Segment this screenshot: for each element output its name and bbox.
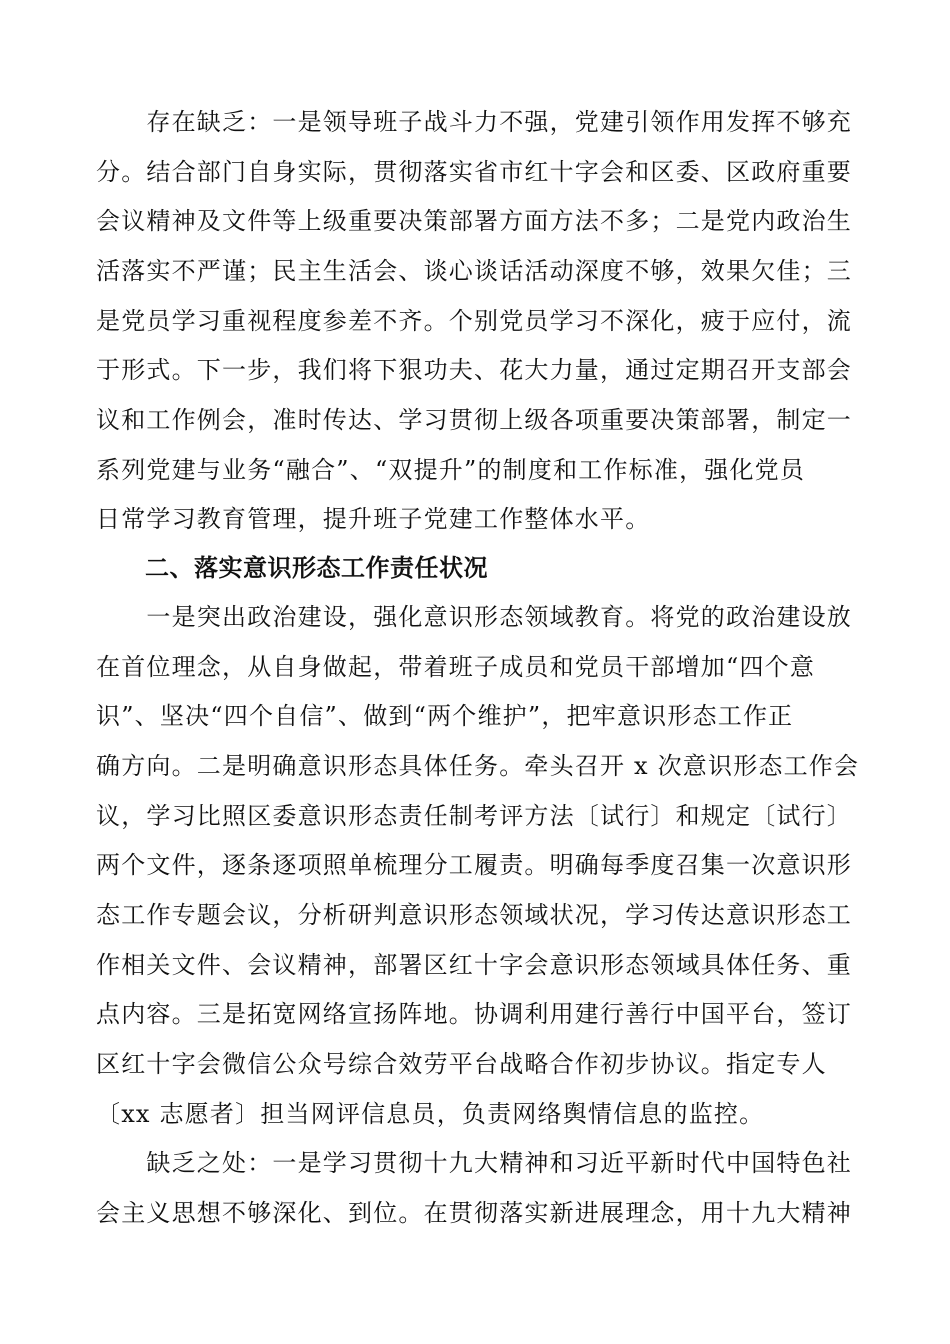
paragraph1-line-1: 存在缺乏：一是领导班子战斗力不强，党建引领作用发挥不够充 (96, 108, 852, 136)
paragraph2-line-7: 态工作专题会议，分析研判意识形态领域状况，学习传达意识形态工 (96, 901, 852, 929)
paragraph2-line-6: 两个文件，逐条逐项照单梳理分工履责。明确每季度召集一次意识形 (96, 851, 852, 879)
paragraph1-line-2: 分。结合部门自身实际，贯彻落实省市红十字会和区委、区政府重要 (96, 158, 852, 186)
paragraph1-line-6: 于形式。下一步，我们将下狠功夫、花大力量，通过定期召开支部会 (96, 356, 852, 384)
paragraph2-line-3: 识”、坚决“四个自信”、做到“两个维护”，把牢意识形态工作正 (96, 702, 794, 730)
paragraph2-line-2: 在首位理念，从自身做起，带着班子成员和党员干部增加“四个意 (96, 653, 816, 681)
paragraph2-line-11: 〔xx 志愿者〕担当网评信息员，负责网络舆情信息的监控。 (96, 1100, 765, 1128)
paragraph2-line-1: 一是突出政治建设，强化意识形态领域教育。将党的政治建设放 (96, 603, 852, 631)
section-heading: 二、落实意识形态工作责任状况 (96, 554, 488, 582)
paragraph1-line-3: 会议精神及文件等上级重要决策部署方面方法不多；二是党内政治生 (96, 207, 852, 235)
paragraph1-line-7: 议和工作例会，准时传达、学习贯彻上级各项重要决策部署，制定一 (96, 406, 852, 434)
paragraph1-line-4: 活落实不严谨；民主生活会、谈心谈话活动深度不够，效果欠佳；三 (96, 257, 852, 285)
paragraph2-line-9: 点内容。三是拓宽网络宣扬阵地。协调利用建行善行中国平台，签订 (96, 1000, 852, 1028)
paragraph3-line-2: 会主义思想不够深化、到位。在贯彻落实新进展理念，用十九大精神 (96, 1199, 852, 1227)
paragraph2-line-5: 议，学习比照区委意识形态责任制考评方法〔试行〕和规定〔试行〕 (96, 802, 852, 830)
paragraph1-line-5: 是党员学习重视程度参差不齐。个别党员学习不深化，疲于应付，流 (96, 307, 852, 335)
paragraph1-line-9: 日常学习教育管理，提升班子党建工作整体水平。 (96, 505, 651, 533)
paragraph2-line-10: 区红十字会微信公众号综合效劳平台战略合作初步协议。指定专人 (96, 1050, 827, 1078)
paragraph2-line-8: 作相关文件、会议精神，部署区红十字会意识形态领域具体任务、重 (96, 951, 852, 979)
paragraph1-line-8: 系列党建与业务“融合”、“双提升”的制度和工作标准，强化党员 (96, 456, 806, 484)
paragraph2-line-4: 确方向。二是明确意识形态具体任务。牵头召开 x 次意识形态工作会 (96, 752, 860, 780)
paragraph3-line-1: 缺乏之处：一是学习贯彻十九大精神和习近平新时代中国特色社 (96, 1149, 852, 1177)
